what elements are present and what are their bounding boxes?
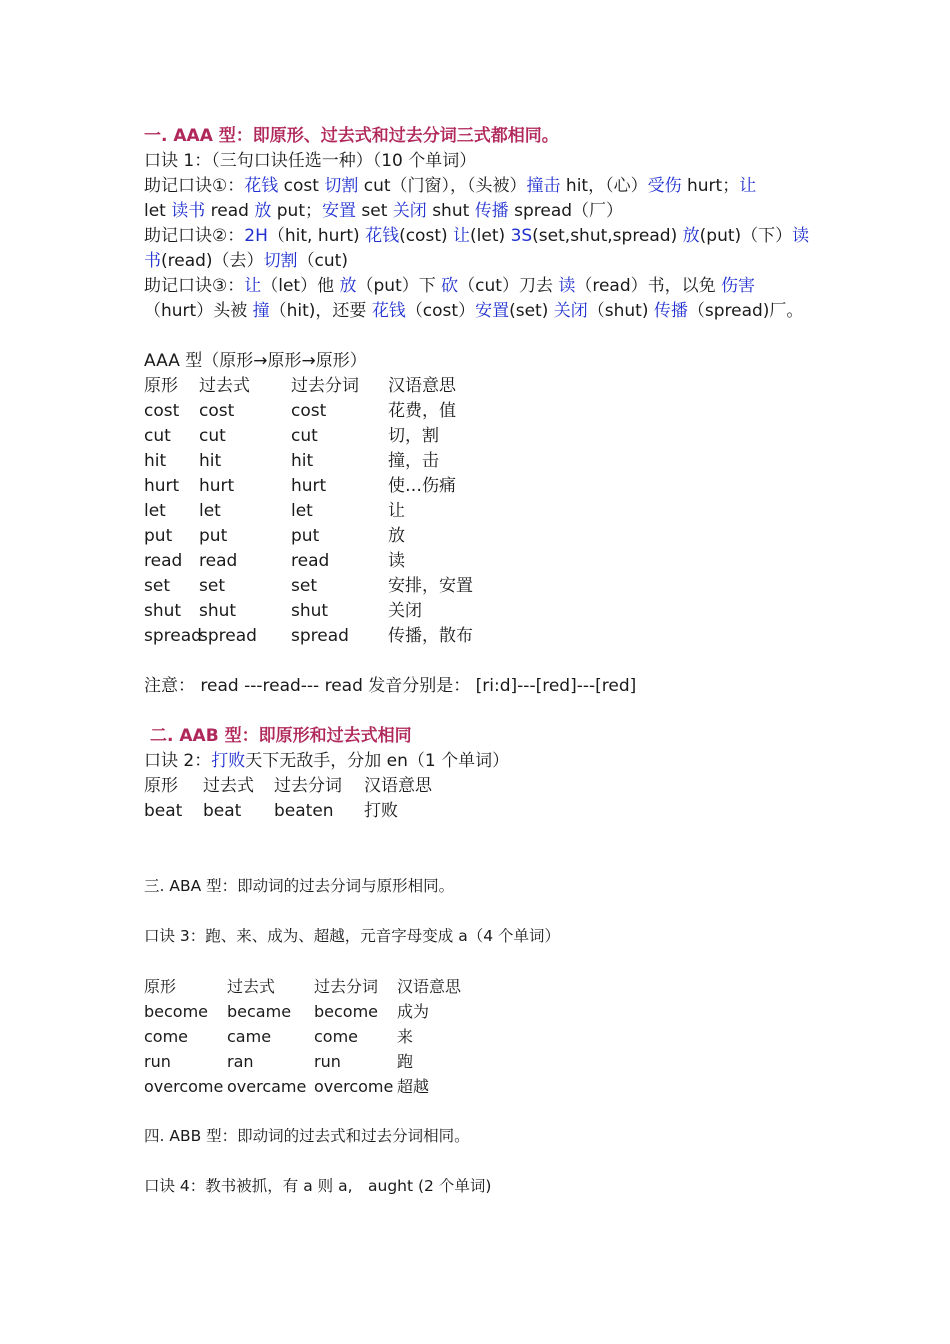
table-row-cell: overcome (144, 1077, 224, 1096)
highlighted-keyword: 放 (254, 201, 272, 221)
aaa-type-title: AAA 型（原形→原形→原形） (144, 351, 367, 371)
table-row-cell: let (144, 501, 166, 521)
highlighted-keyword: 花钱 (365, 226, 400, 246)
table-row-cell: cut (291, 426, 318, 446)
highlighted-keyword: 2H (244, 226, 268, 246)
highlighted-keyword: 读书 (171, 201, 206, 221)
table-row-cell: set (199, 576, 225, 596)
table-header-row-cell: 汉语意思 (397, 977, 462, 996)
table-row-cell: overcome (314, 1077, 394, 1096)
text-run: put； (271, 201, 322, 221)
table-row-cell: become (314, 1002, 379, 1021)
table-header-row-cell: 过去式 (199, 376, 250, 396)
table-row (144, 1074, 824, 1099)
text-run: read (205, 201, 255, 221)
table-row-cell: spread (199, 626, 257, 646)
table-row-cell: 来 (397, 1027, 414, 1046)
table-row (144, 499, 824, 524)
table-row-cell: cost (199, 401, 235, 421)
table-row-cell: 使…伤痛 (388, 476, 456, 496)
table-header-row-cell: 过去式 (227, 977, 276, 996)
table-header-row (144, 774, 824, 799)
table-row-cell: come (314, 1027, 359, 1046)
table-row-cell: 打败 (364, 801, 398, 821)
text-run: hit，（心） (560, 176, 648, 196)
text-run: （cut）刀去 (458, 276, 559, 296)
highlighted-keyword: 受伤 (647, 176, 682, 196)
table-row-cell: cut (144, 426, 171, 446)
table-row (144, 599, 824, 624)
text-run: （spread)厂。 (687, 301, 804, 321)
highlighted-keyword: 花钱 (371, 301, 406, 321)
table-row (144, 799, 824, 824)
table-row-cell: 安排，安置 (388, 576, 473, 596)
text-run: (set,shut,spread) (532, 226, 683, 246)
text-run: 天下无敌手，分加 en（1 个单词） (245, 751, 510, 771)
table-row-cell: become (144, 1002, 209, 1021)
text-run: (cost) (399, 226, 454, 246)
table-row-cell: beaten (274, 801, 334, 821)
table-row-cell: hurt (291, 476, 327, 496)
table-row-cell: 关闭 (388, 601, 422, 621)
mnemonic-4-line: 口诀 4：教书被抓，有 a 则 a, aught (2 个单词) (144, 1177, 492, 1195)
text-run: （cut) (297, 251, 348, 271)
table-row-cell: put (144, 526, 173, 546)
table-row-cell: run (314, 1052, 341, 1071)
table-row-cell: shut (291, 601, 329, 621)
table-row (144, 524, 824, 549)
table-row-cell: put (199, 526, 228, 546)
text-run: (let) (470, 226, 511, 246)
text-run: (put)（下） (699, 226, 793, 246)
highlighted-keyword: 读 (558, 276, 576, 296)
table-row (144, 474, 824, 499)
highlighted-keyword: 传播 (653, 301, 688, 321)
section-1-heading: 一. AAA 型：即原形、过去式和过去分词三式都相同。 (144, 126, 559, 146)
table-row-cell: overcame (227, 1077, 307, 1096)
table-row-cell: 超越 (397, 1077, 430, 1096)
table-row-cell: 成为 (397, 1002, 430, 1021)
text-run: （put）下 (356, 276, 442, 296)
text-run: (read)（去） (161, 251, 264, 271)
table-row-cell: 放 (388, 526, 405, 546)
mnemonic-line (144, 199, 824, 224)
highlighted-keyword: 伤害 (721, 276, 756, 296)
highlighted-keyword: 书 (144, 251, 161, 271)
table-header-row-cell: 过去分词 (274, 776, 342, 796)
highlighted-keyword: 让 (739, 176, 757, 196)
highlighted-keyword: 撞击 (526, 176, 561, 196)
highlighted-keyword: 撞 (252, 301, 270, 321)
table-header-row-cell: 过去分词 (314, 977, 379, 996)
table-row-cell: beat (144, 801, 183, 821)
text-run: (set) (509, 301, 554, 321)
table-row-cell: put (291, 526, 320, 546)
table-header-row (144, 374, 824, 399)
table-row-cell: cut (199, 426, 226, 446)
table-header-row (144, 974, 824, 999)
mnemonic-3-line: 口诀 3：跑、来、成为、超越，元音字母变成 a（4 个单词） (144, 927, 561, 945)
table-row (144, 999, 824, 1024)
text-run: cut（门窗），（头被） (358, 176, 527, 196)
mnemonic-1-intro: 口诀 1：（三句口诀任选一种）（10 个单词） (144, 151, 477, 171)
text-run: （hit)，还要 (269, 301, 372, 321)
table-row-cell: shut (199, 601, 237, 621)
table-row-cell: 传播，散布 (388, 626, 473, 646)
table-row-cell: ran (227, 1052, 254, 1071)
table-row-cell: set (291, 576, 317, 596)
highlighted-keyword: 传播 (474, 201, 509, 221)
pronunciation-note: 注意： read ---read--- read 发音分别是： [ri:d]---[red]---[red] (144, 676, 637, 696)
text-run: （hurt）头被 (144, 301, 253, 321)
table-header-row-cell: 过去式 (203, 776, 254, 796)
highlighted-keyword: 花钱 (244, 176, 279, 196)
text-run: let (144, 201, 172, 221)
text-run: 助记口诀②： (144, 226, 245, 246)
highlighted-keyword: 关闭 (392, 201, 427, 221)
table-row-cell: set (144, 576, 170, 596)
table-header-row-cell: 汉语意思 (388, 376, 456, 396)
mnemonic-line (144, 174, 824, 199)
mnemonic-line (144, 249, 824, 274)
table-row-cell: 切，割 (388, 426, 439, 446)
table-row-cell: beat (203, 801, 242, 821)
table-row-cell: read (291, 551, 330, 571)
highlighted-keyword: 切割 (324, 176, 359, 196)
table-row-cell: cost (144, 401, 180, 421)
table-row (144, 399, 824, 424)
text-run: spread（厂） (508, 201, 624, 221)
aba-verb-table (144, 974, 824, 1099)
text-run: （shut) (587, 301, 654, 321)
aab-verb-table (144, 774, 824, 824)
table-row (144, 624, 824, 649)
highlighted-keyword: 让 (244, 276, 262, 296)
table-row-cell: read (199, 551, 238, 571)
mnemonic-2-line (144, 749, 824, 774)
table-row (144, 449, 824, 474)
text-run: hurt； (681, 176, 740, 196)
text-run: 助记口诀①： (144, 176, 245, 196)
table-row-cell: 跑 (397, 1052, 414, 1071)
highlighted-keyword: 3S (510, 226, 533, 246)
highlighted-keyword: 读 (792, 226, 810, 246)
text-run: 口诀 2： (144, 751, 212, 771)
section-4-heading: 四. ABB 型：即动词的过去式和过去分词相同。 (144, 1127, 470, 1145)
text-run: （read）书，以免 (575, 276, 722, 296)
text-run: 助记口诀③： (144, 276, 245, 296)
table-row-cell: 撞，击 (388, 451, 439, 471)
highlighted-keyword: 让 (453, 226, 471, 246)
table-header-row-cell: 原形 (144, 776, 178, 796)
table-row-cell: let (291, 501, 313, 521)
table-header-row-cell: 原形 (144, 977, 177, 996)
table-row-cell: hurt (144, 476, 180, 496)
mnemonic-line (144, 299, 824, 324)
table-row-cell: 读 (388, 551, 405, 571)
table-row-cell: cost (291, 401, 327, 421)
table-row-cell: 花费，值 (388, 401, 456, 421)
table-row-cell: became (227, 1002, 292, 1021)
aaa-verb-table (144, 374, 824, 649)
table-row-cell: hit (291, 451, 314, 471)
highlighted-keyword: 砍 (441, 276, 459, 296)
section-2-heading: 二. AAB 型：即原形和过去式相同 (150, 726, 412, 746)
table-row-cell: hit (144, 451, 167, 471)
table-row-cell: read (144, 551, 183, 571)
highlighted-keyword: 切割 (263, 251, 298, 271)
table-row (144, 1024, 824, 1049)
table-row-cell: spread (291, 626, 349, 646)
table-row-cell: came (227, 1027, 272, 1046)
highlighted-keyword: 放 (339, 276, 357, 296)
highlighted-keyword: 安置 (475, 301, 510, 321)
text-run: （cost） (405, 301, 476, 321)
highlighted-keyword: 打败 (211, 751, 246, 771)
table-header-row-cell: 过去分词 (291, 376, 359, 396)
text-run: set (356, 201, 393, 221)
document-page (144, 124, 824, 1199)
text-run: cost (278, 176, 325, 196)
table-row-cell: spread (144, 626, 202, 646)
highlighted-keyword: 放 (682, 226, 700, 246)
highlighted-keyword: 安置 (322, 201, 356, 221)
table-row-cell: shut (144, 601, 182, 621)
table-row-cell: let (199, 501, 221, 521)
mnemonic-line (144, 274, 824, 299)
highlighted-keyword: 关闭 (553, 301, 588, 321)
mnemonic-line (144, 224, 824, 249)
text-run: shut (426, 201, 475, 221)
table-row-cell: run (144, 1052, 171, 1071)
table-row (144, 574, 824, 599)
section-3-heading: 三. ABA 型：即动词的过去分词与原形相同。 (144, 877, 455, 895)
table-row-cell: 让 (388, 501, 405, 521)
table-row-cell: hurt (199, 476, 235, 496)
table-header-row-cell: 原形 (144, 376, 178, 396)
table-row-cell: hit (199, 451, 222, 471)
text-run: （hit, hurt) (267, 226, 366, 246)
table-row (144, 549, 824, 574)
table-row-cell: come (144, 1027, 189, 1046)
table-row (144, 1049, 824, 1074)
table-row (144, 424, 824, 449)
table-header-row-cell: 汉语意思 (364, 776, 432, 796)
text-run: （let）他 (261, 276, 340, 296)
